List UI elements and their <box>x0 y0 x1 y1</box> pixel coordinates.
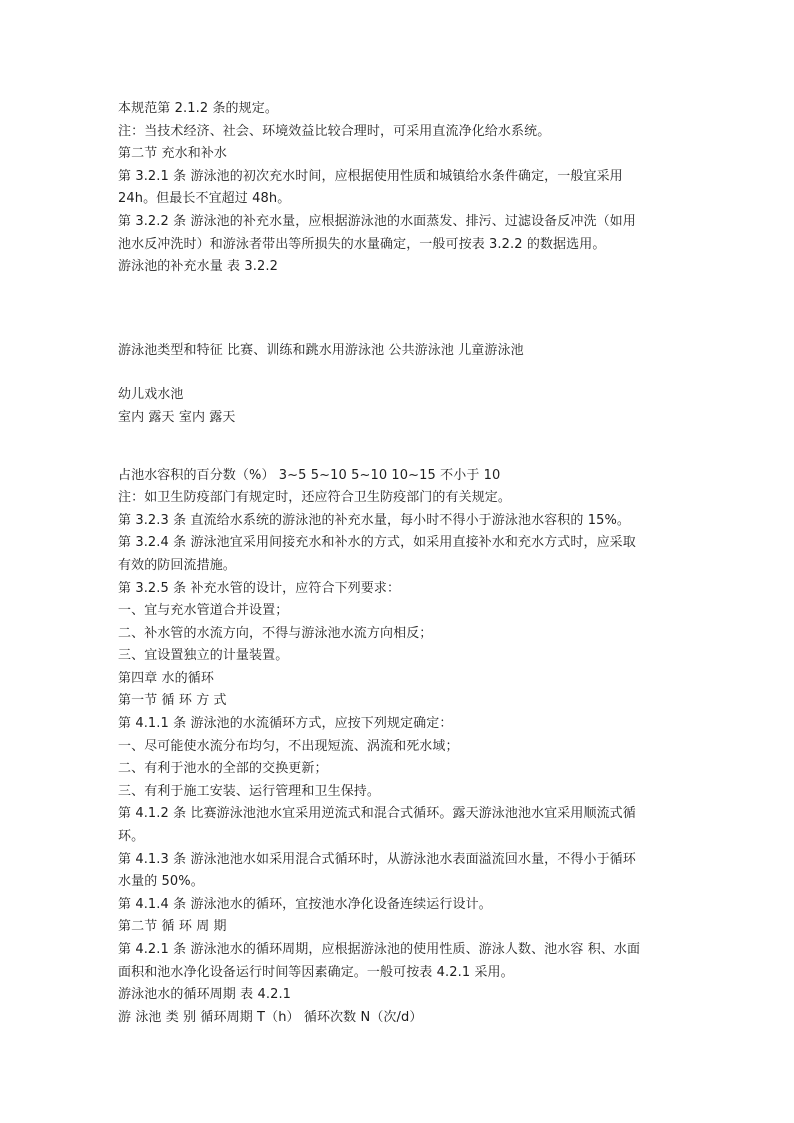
clause-line: 第 3.2.3 条 直流给水系统的游泳池的补充水量，每小时不得小于游泳池水容积的 15%。 <box>118 512 631 528</box>
clause-line: 水量的 50%。 <box>118 874 204 890</box>
table-data-row: 占池水容积的百分数（%） 3~5 5~10 5~10 10~15 不小于 10 <box>118 467 501 483</box>
clause-line: 第 3.2.2 条 游泳池的补充水量，应根据游泳池的水面蒸发、排污、过滤设备反冲洗（如用 <box>118 213 636 229</box>
paragraph-block-1 <box>118 98 718 279</box>
clause-line: 面积和池水净化设备运行时间等因素确定。一般可按表 4.2.1 采用。 <box>118 964 514 980</box>
clause-line: 第 4.1.2 条 比赛游泳池池水宜采用逆流式和混合式循环。露天游泳池池水宜采用顺流式循 <box>118 806 636 822</box>
document-body <box>118 98 718 1029</box>
text-line: 本规范第 2.1.2 条的规定。 <box>118 101 278 116</box>
clause-line: 第 3.2.1 条 游泳池的初次充水时间，应根据使用性质和城镇给水条件确定，一般宜采用 <box>118 168 623 184</box>
chapter-heading: 第四章 水的循环 <box>118 670 214 686</box>
paragraph-block-2 <box>118 465 718 1030</box>
section-heading: 第一节 循 环 方 式 <box>118 693 227 709</box>
list-item: 三、宜设置独立的计量装置。 <box>118 648 289 664</box>
clause-line: 第 4.2.1 条 游泳池水的循环周期，应根据游泳池的使用性质、游泳人数、池水容 积、水面 <box>118 942 641 957</box>
note-line: 注：如卫生防疫部门有规定时，还应符合卫生防疫部门的有关规定。 <box>118 490 512 506</box>
clause-line: 第 4.1.4 条 游泳池水的循环，宜按池水净化设备连续运行设计。 <box>118 896 492 912</box>
table-header-row <box>118 340 718 363</box>
spacer <box>118 362 718 384</box>
list-item: 二、有利于池水的全部的交换更新； <box>118 761 328 777</box>
table-caption: 游泳池水的循环周期 表 4.2.1 <box>118 987 292 1003</box>
note-line: 注：当技术经济、社会、环境效益比较合理时，可采用直流净化给水系统。 <box>118 123 551 139</box>
table-caption: 游泳池的补充水量 表 3.2.2 <box>118 259 278 275</box>
clause-line: 第 3.2.5 条 补充水管的设计，应符合下列要求： <box>118 580 401 596</box>
section-heading: 第二节 循 环 周 期 <box>118 919 227 935</box>
section-heading: 第二节 充水和补水 <box>118 146 228 162</box>
spacer <box>118 279 718 340</box>
table-subheader <box>118 384 718 429</box>
clause-line: 第 4.1.3 条 游泳池池水如采用混合式循环时，从游泳池水表面溢流回水量，不得小于循环 <box>118 851 636 867</box>
table-header-line: 幼儿戏水池 <box>118 387 184 403</box>
clause-line: 有效的防回流措施。 <box>118 557 236 573</box>
clause-line: 第 3.2.4 条 游泳池宜采用间接充水和补水的方式，如采用直接补水和充水方式时，应采取 <box>118 535 636 551</box>
list-item: 三、有利于施工安装、运行管理和卫生保持。 <box>118 783 381 799</box>
table-header-line: 室内 露天 室内 露天 <box>118 409 236 425</box>
table-header-line: 游泳池类型和特征 比赛、训练和跳水用游泳池 公共游泳池 儿童游泳池 <box>118 342 524 358</box>
spacer <box>118 430 718 465</box>
table-header-line: 游 泳池 类 别 循环周期 T（h） 循环次数 N（次/d） <box>118 1009 423 1025</box>
list-item: 一、尽可能使水流分布均匀，不出现短流、涡流和死水域； <box>118 738 459 754</box>
list-item: 二、补水管的水流方向，不得与游泳池水流方向相反； <box>118 625 433 641</box>
clause-line: 第 4.1.1 条 游泳池的水流循环方式，应按下列规定确定： <box>118 716 453 732</box>
clause-line: 24h。但最长不宜超过 48h。 <box>118 191 291 207</box>
clause-line: 环。 <box>118 829 145 845</box>
clause-line: 池水反冲洗时）和游泳者带出等所损失的水量确定，一般可按表 3.2.2 的数据选用。 <box>118 236 606 252</box>
list-item: 一、宜与充水管道合并设置； <box>118 603 289 619</box>
